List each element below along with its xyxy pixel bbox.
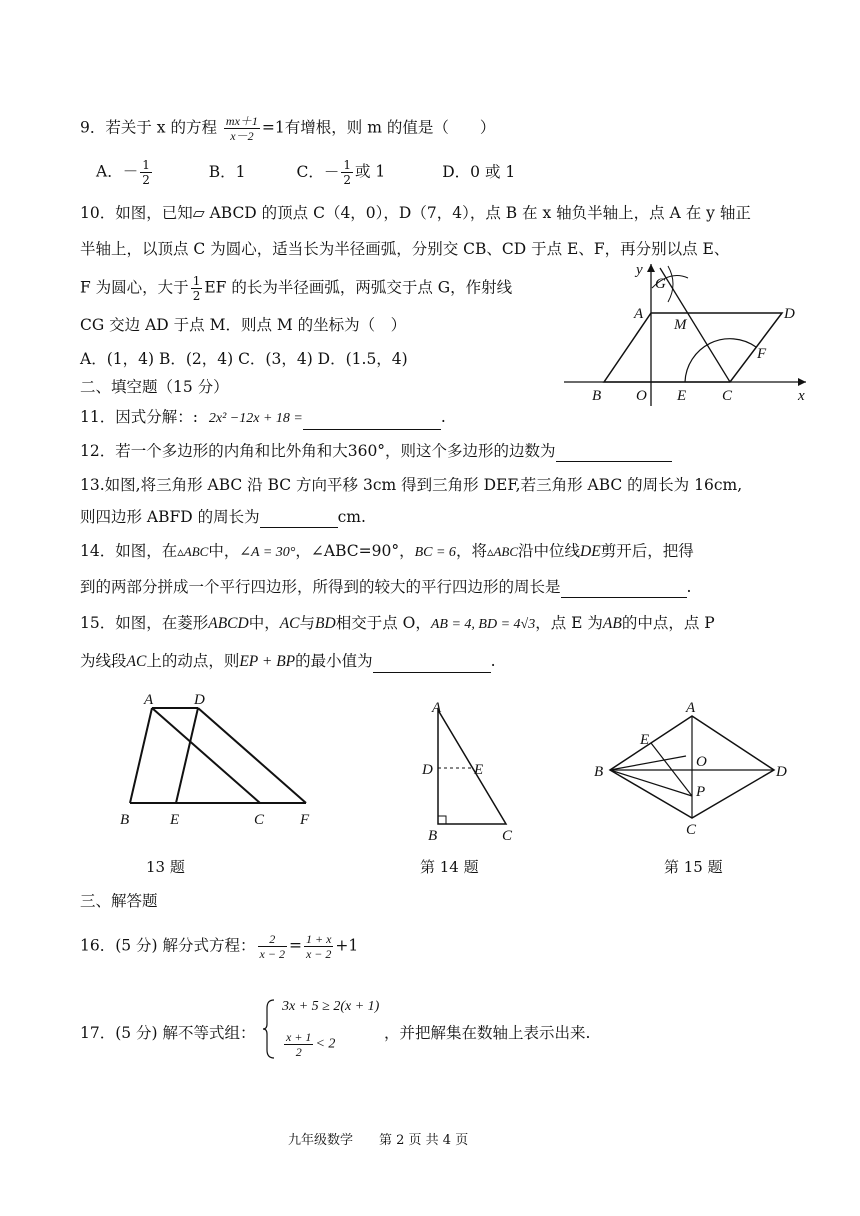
q10-line2: 半轴上，以顶点 C 为圆心，适当长为半径画弧，分别交 CB、CD 于点 E、F，再分别以点 E、 (80, 240, 730, 258)
q14-line1: 14．如图，在▵ABC中，∠A = 30°，∠ABC=90°，BC = 6，将▵ABC沿中位线DE剪开后，把得 (80, 542, 694, 560)
svg-text:A: A (432, 700, 442, 716)
figure-15-caption: 第 15 题 (664, 858, 723, 876)
q17-line: 17．(5 分) 解不等式组： (80, 1024, 256, 1042)
svg-text:D: D (422, 762, 433, 778)
figure-14 (420, 696, 530, 844)
svg-text:E: E (170, 812, 180, 828)
arc-ef (685, 339, 756, 382)
q13-line2: 则四边形 ABFD 的周长为 cm. (80, 508, 366, 526)
q9-fraction: $\frac{mx+1}{x-2}$ (225, 114, 258, 143)
svg-text:y: y (636, 262, 643, 278)
q9-line: 9．若关于 x 的方程 $\frac{mx+1}{x-2}$ =1有增根，则 m 的值是（ ） (80, 114, 496, 143)
svg-text:B: B (428, 828, 438, 844)
section-3-heading: 三、解答题 (80, 892, 158, 910)
ray-cg (660, 268, 730, 382)
svg-text:P: P (696, 784, 706, 800)
section-2-heading: 二、填空题（15 分） (80, 378, 229, 396)
figure-13-caption: 13 题 (146, 858, 185, 876)
q10-figure (560, 258, 820, 408)
q10-line4: CG 交边 AD 于点 M．则点 M 的坐标为（ ） (80, 316, 407, 334)
q16-line: 16．(5 分) 解分式方程： $\frac{2}{x - 2}$ = $\frac{1 + x}{x - 2}$ +1 (80, 932, 359, 961)
q9-options: A．－ $\frac{1}{2}$ B．1 C．－ $\frac{1}{2}$ 或 1 D．0 或 1 (96, 158, 516, 187)
svg-text:A: A (634, 306, 644, 322)
page-footer: 九年级数学 第 2 页 共 4 页 (288, 1133, 469, 1148)
svg-text:F: F (300, 812, 310, 828)
figure-14-caption: 第 14 题 (420, 858, 479, 876)
figure-13 (110, 686, 325, 831)
q17-inequality-2: $\frac{x + 1}{2}$ < 2 (286, 1030, 336, 1059)
figure-15 (590, 700, 820, 845)
svg-text:A: A (686, 700, 696, 716)
q10-options: A．(1，4) B．(2，4) C．(3，4) D．(1.5，4) (80, 350, 408, 368)
svg-text:E: E (677, 388, 687, 404)
q11-line: 11．因式分解：: 2x² −12x + 18 = . (80, 406, 446, 430)
svg-text:D: D (784, 306, 795, 322)
svg-text:C: C (254, 812, 265, 828)
svg-text:C: C (686, 822, 697, 838)
parallelogram-abcd (604, 313, 782, 382)
q10-line1: 10．如图，已知▱ ABCD 的顶点 C（4，0），D（7，4），点 B 在 x 轴负半轴上，点 A 在 y 轴正 (80, 204, 751, 222)
svg-text:D: D (776, 764, 787, 780)
svg-text:F: F (757, 346, 767, 362)
q15-line1: 15．如图，在菱形ABCD中，AC与BD相交于点 O，AB = 4, BD = 4√3，点 E 为AB的中点，点 P (80, 614, 715, 632)
svg-text:E: E (474, 762, 484, 778)
q12-line: 12．若一个多边形的内角和比外角和大360°，则这个多边形的边数为 (80, 440, 672, 462)
q14-line2: 到的两部分拼成一个平行四边形，所得到的较大的平行四边形的周长是 . (80, 578, 692, 596)
svg-text:G: G (655, 276, 666, 292)
svg-text:E: E (640, 732, 650, 748)
svg-text:O: O (696, 754, 707, 770)
q10-line3: F 为圆心，大于 $\frac{1}{2}$ EF 的长为半径画弧，两弧交于点 G，作射线 (80, 274, 513, 303)
svg-text:B: B (120, 812, 130, 828)
svg-text:x: x (798, 388, 805, 404)
q17-brace (262, 998, 276, 1060)
svg-text:M: M (674, 317, 687, 333)
svg-text:A: A (144, 692, 154, 708)
svg-text:B: B (594, 764, 604, 780)
q17-tail: ，并把解集在数轴上表示出来. (384, 1024, 591, 1042)
svg-text:C: C (722, 388, 733, 404)
svg-text:B: B (592, 388, 602, 404)
svg-text:O: O (636, 388, 647, 404)
q13-line1: 13.如图,将三角形 ABC 沿 BC 方向平移 3cm 得到三角形 DEF,若三角形 ABC 的周长为 16cm, (80, 476, 743, 494)
svg-text:C: C (502, 828, 513, 844)
q15-line2: 为线段AC上的动点，则EP + BP的最小值为 . (80, 650, 496, 673)
svg-text:D: D (194, 692, 205, 708)
q17-inequality-1: 3x + 5 ≥ 2(x + 1) (282, 999, 380, 1014)
